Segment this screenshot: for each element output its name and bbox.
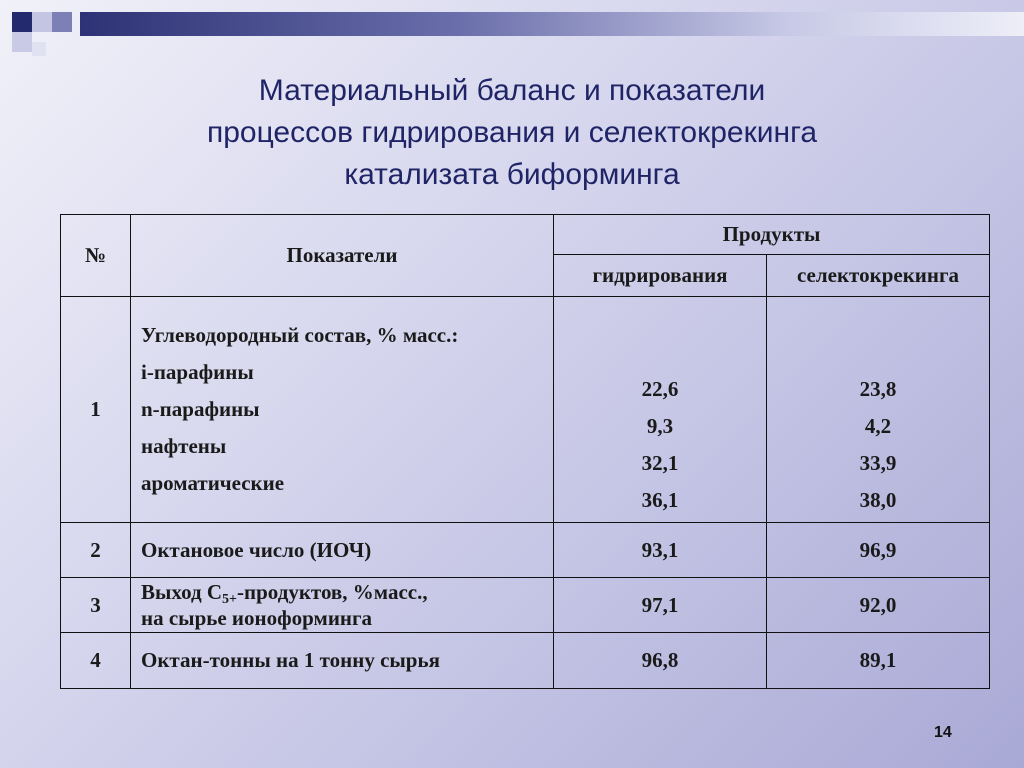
label-line: Углеводородный состав, % масс.: <box>141 323 459 347</box>
row-number: 3 <box>61 578 131 633</box>
label-line: на сырье ионоформинга <box>141 605 373 630</box>
value: 4,2 <box>864 414 892 438</box>
label-line: нафтены <box>141 434 227 458</box>
value-cell: 96,9 <box>767 523 990 578</box>
value-cell: 96,8 <box>554 633 767 689</box>
row-number: 2 <box>61 523 131 578</box>
header-bar <box>80 12 1024 36</box>
label-text: -продуктов, %масс., <box>237 579 428 604</box>
value: 9,3 <box>646 414 674 438</box>
label-subscript: 5+ <box>222 591 238 607</box>
value-cell: 89,1 <box>767 633 990 689</box>
value: 32,1 <box>641 451 679 475</box>
slide-title <box>0 70 1024 196</box>
header-products: Продукты <box>554 215 990 255</box>
header-no: № <box>61 215 131 297</box>
row-label: Октан-тонны на 1 тонну сырья <box>131 633 554 689</box>
header-col1: гидрирования <box>554 255 767 297</box>
page-number: 14 <box>934 724 952 741</box>
value: 23,8 <box>859 377 897 401</box>
title-line: Материальный баланс и показатели <box>258 74 766 107</box>
decor-square-light <box>12 32 32 52</box>
header-col2: селектокрекинга <box>767 255 990 297</box>
value-cell <box>767 297 990 523</box>
label-line: ароматические <box>141 471 285 495</box>
title-line: процессов гидрирования и селектокрекинга <box>206 116 818 149</box>
row-label <box>131 297 554 523</box>
title-line: катализата биформинга <box>344 158 680 191</box>
header-indicator: Показатели <box>131 215 554 297</box>
label-line: i-парафины <box>141 360 254 384</box>
row-label: Октановое число (ИОЧ) <box>131 523 554 578</box>
row-label <box>131 578 554 633</box>
value: 22,6 <box>641 377 679 401</box>
data-table <box>60 214 990 689</box>
value: 38,0 <box>859 488 897 512</box>
value: 33,9 <box>859 451 897 475</box>
decor-square-navy <box>12 12 32 32</box>
value-cell: 97,1 <box>554 578 767 633</box>
value: 36,1 <box>641 488 679 512</box>
label-line <box>141 579 553 609</box>
decor-square-pale <box>32 42 46 56</box>
value-cell: 93,1 <box>554 523 767 578</box>
row-number: 1 <box>61 297 131 523</box>
decor-square-light <box>32 12 52 32</box>
value-cell <box>554 297 767 523</box>
decor-square-mid <box>52 12 72 32</box>
value-cell: 92,0 <box>767 578 990 633</box>
label-text: Выход С <box>141 579 223 604</box>
label-line: n-парафины <box>141 397 260 421</box>
row-number: 4 <box>61 633 131 689</box>
